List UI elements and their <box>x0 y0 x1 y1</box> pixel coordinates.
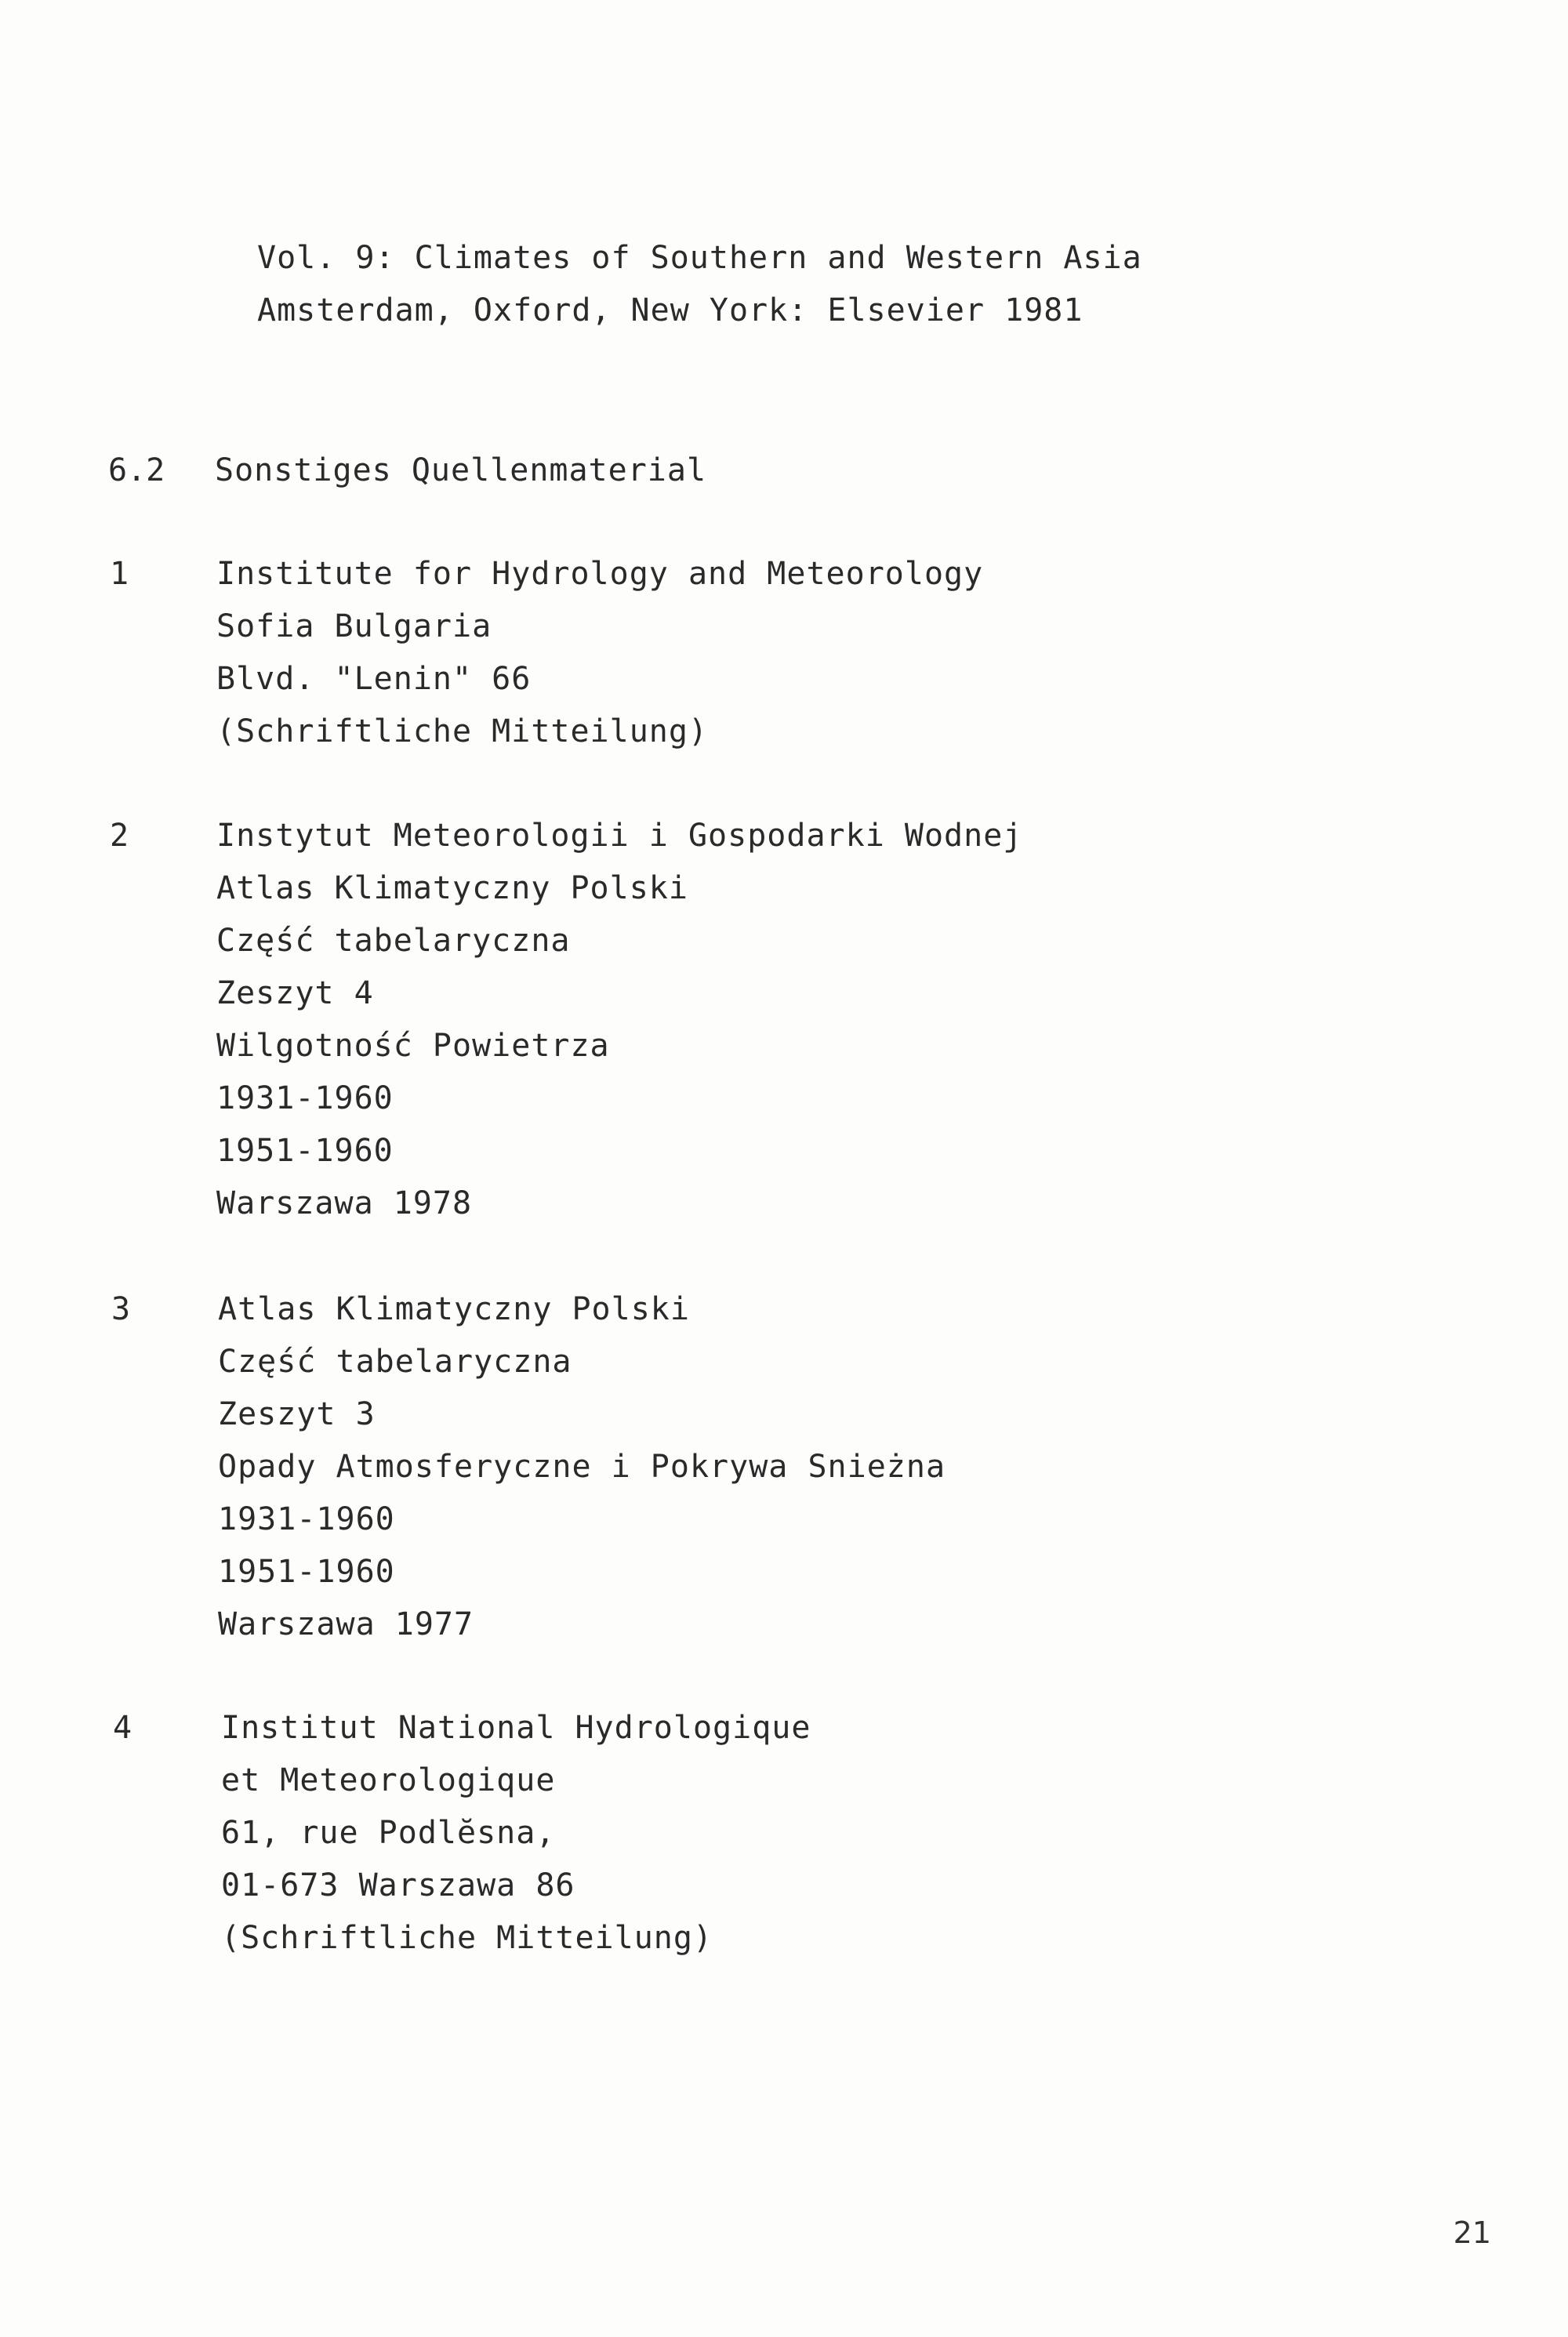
entry-3-line-7: Warszawa 1977 <box>218 1606 474 1642</box>
header-line-2: Amsterdam, Oxford, New York: Elsevier 1981 <box>257 292 1083 328</box>
entry-1-line-1: Institute for Hydrology and Meteorology <box>216 556 984 592</box>
entry-3-line-2: Część tabelaryczna <box>218 1344 572 1380</box>
entry-4-number: 4 <box>113 1710 132 1746</box>
entry-2-line-1: Instytut Meteorologii i Gospodarki Wodnej <box>216 818 1023 854</box>
entry-3-line-5: 1931-1960 <box>218 1501 395 1537</box>
entry-1-line-3: Blvd. "Lenin" 66 <box>216 661 532 697</box>
entry-3-line-1: Atlas Klimatyczny Polski <box>218 1291 690 1327</box>
entry-4-line-1: Institut National Hydrologique <box>221 1710 811 1746</box>
entry-2-line-6: 1931-1960 <box>216 1080 394 1116</box>
page-number: 21 <box>1453 2215 1491 2250</box>
entry-2-line-2: Atlas Klimatyczny Polski <box>216 870 688 906</box>
entry-2-line-5: Wilgotność Powietrza <box>216 1028 610 1064</box>
entry-3-number: 3 <box>111 1291 131 1327</box>
entry-3-line-6: 1951-1960 <box>218 1554 395 1590</box>
section-number: 6.2 <box>108 452 165 488</box>
section-title: Sonstiges Quellenmaterial <box>215 452 707 488</box>
entry-1-line-2: Sofia Bulgaria <box>216 608 492 644</box>
entry-1-line-4: (Schriftliche Mitteilung) <box>216 713 709 749</box>
entry-2-line-3: Część tabelaryczna <box>216 923 571 959</box>
entry-3-line-4: Opady Atmosferyczne i Pokrywa Snieżna <box>218 1449 946 1485</box>
entry-2-line-7: 1951-1960 <box>216 1133 394 1169</box>
entry-1-number: 1 <box>110 556 129 592</box>
entry-4-line-2: et Meteorologique <box>221 1762 556 1798</box>
entry-3-line-3: Zeszyt 3 <box>218 1396 376 1432</box>
entry-4-line-3: 61, rue Podlĕsna, <box>221 1815 556 1851</box>
entry-2-line-4: Zeszyt 4 <box>216 975 374 1011</box>
entry-2-number: 2 <box>110 818 129 854</box>
entry-4-line-4: 01-673 Warszawa 86 <box>221 1867 575 1903</box>
entry-4-line-5: (Schriftliche Mitteilung) <box>221 1920 713 1956</box>
entry-2-line-8: Warszawa 1978 <box>216 1185 473 1221</box>
header-line-1: Vol. 9: Climates of Southern and Western Asia <box>257 240 1142 276</box>
